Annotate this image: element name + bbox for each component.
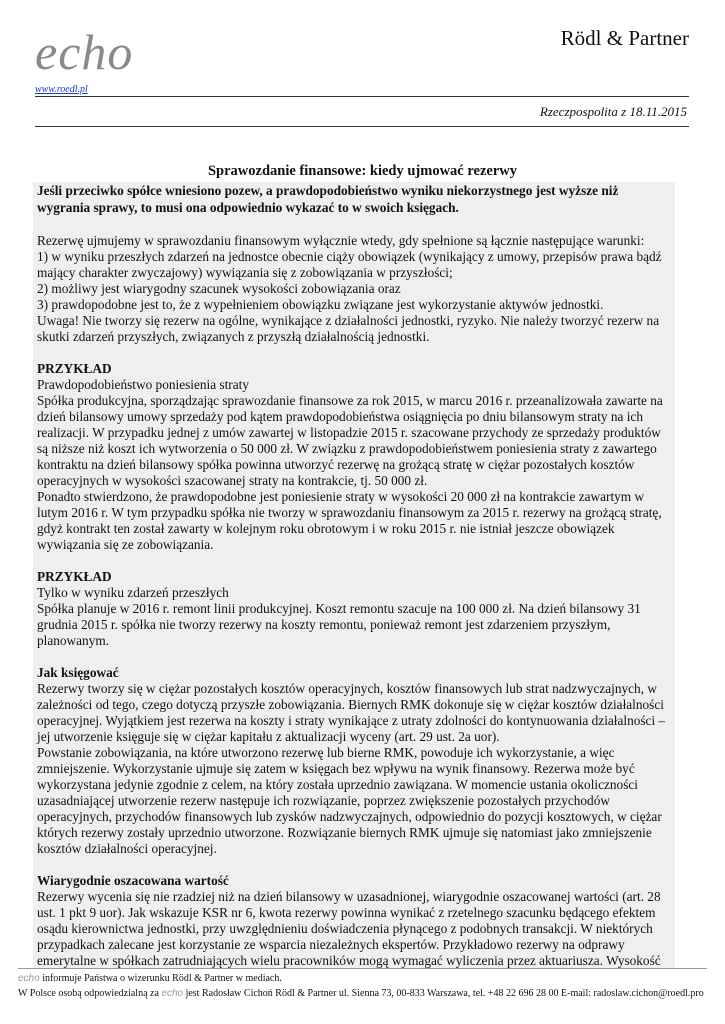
section-heading: Jak księgować: [37, 665, 119, 680]
article-title: Sprawozdanie finansowe: kiedy ujmować rezerwy: [207, 163, 518, 179]
section-paragraph: Spółka planuje w 2016 r. remont linii produkcyjnej. Koszt remontu szacuje na 100 000 zł. Na dzień bilansowy 31 grudnia 2015 r. spółka nie tworzy rezerwy na koszty remontu, ponieważ remont jest zdarzeniem przyszłym, planowanym.: [37, 601, 641, 648]
section-valuation: [37, 873, 671, 968]
section-paragraph: Spółka produkcyjna, sporządzając sprawozdanie finansowe za rok 2015, w marcu 2016 r. przeanalizowała zawarte na dzień bilansowy umowy sprzedaży pod kątem prawdopodobieństwa osiągnięcia po dniu bilansowym straty na ich realizacji. W przypadku jednej z umów zawartej w listopadzie 2015 r. szacowane przychody ze sprzedaży produktów są niższe niż koszt ich wytworzenia o 50 000 zł. W związku z prawdopodobieństwem poniesienia straty z zawartego kontraktu na dzień bilansowy spółka powinna utworzyć rezerwę na grożącą stratę w ciężar pozostałych kosztów operacyjnych w wysokości szacowanej straty na kontrakcie, tj. 50 000 zł.: [37, 393, 663, 488]
footer-text: W Polsce osobą odpowiedzialną za: [18, 988, 162, 999]
intro-note: Uwaga! Nie tworzy się rezerw na ogólne, wynikające z działalności jednostki, ryzyko. Nie należy tworzyć rezerw na skutki zdarzeń przyszłych, związanych z przyszłą działalnością jednostki.: [37, 313, 660, 344]
intro-condition-3: 3) prawdopodobne jest to, że z wypełnieniem obowiązku związane jest wykorzystanie aktywów jednostki.: [37, 297, 604, 312]
section-subtitle: Prawdopodobieństwo poniesienia straty: [37, 377, 249, 392]
source-date: Rzeczpospolita z 18.11.2015: [539, 104, 687, 119]
footer-line-1: [18, 971, 707, 986]
footer: [18, 968, 707, 1001]
intro-block: [37, 233, 671, 345]
section-paragraph: Rezerwy tworzy się w ciężar pozostałych kosztów operacyjnych, kosztów finansowych lub strat nadzwyczajnych, w zależności od tego, czego dotyczą przyszłe zobowiązania. Biernych RMK dokonuje się w ciężar kosztów działalności operacyjnej. Wyjątkiem jest rezerwa na koszty i straty wynikające z utraty zdolności do kontynuowania działalności – jej utworzenie księguje się w ciężar kapitału z aktualizacji wyceny (art. 29 ust. 2a uor).: [37, 681, 666, 744]
website-link[interactable]: www.roedl.pl: [35, 84, 88, 95]
section-example-2: [37, 569, 671, 649]
section-paragraph: Powstanie zobowiązania, na które utworzono rezerwę lub bierne RMK, powoduje ich wykorzystanie, a więc zmniejszenie. Wykorzystanie ujmuje się zatem w księgach bez wpływu na wynik finansowy. Rezerwa może być wykorzystana jedynie zgodnie z celem, na który została uprzednio zawiązana. W momencie ustania okoliczności uzasadniającej utworzenie rezerw następuje ich rozwiązanie, poprzez zwiększenie pozostałych przychodów operacyjnych, przychodów finansowych lub zysków nadzwyczajnych, odpowiednio do pozycji kosztowych, w ciężar których rezerwy zostały uprzednio utworzone. Rozwiązanie biernych RMK ujmuje się natomiast jako zmniejszenie kosztów działalności operacyjnej.: [37, 745, 662, 856]
article-body: [33, 182, 675, 968]
section-subtitle: Tylko w wyniku zdarzeń przeszłych: [37, 585, 229, 600]
intro-condition-1: 1) w wyniku przeszłych zdarzeń na jednostce obecnie ciąży obowiązek (wynikający z umowy, przepisów prawa bądź mający charakter zwyczajowy) wywiązania się z zobowiązania w przyszłości;: [37, 249, 662, 280]
echo-logo: echo: [35, 24, 134, 80]
footer-echo-brand: echo: [161, 988, 184, 999]
section-example-1: [37, 361, 671, 553]
section-heading: PRZYKŁAD: [37, 361, 112, 376]
intro-paragraph: Rezerwę ujmujemy w sprawozdaniu finansowym wyłącznie wtedy, gdy spełnione są łącznie następujące warunki:: [37, 233, 645, 248]
footer-contact: jest Radosław Cichoń Rödl & Partner ul. Sienna 73, 00-833 Warszawa, tel. +48 22 696 28 00 E-mail: radoslaw.cichon@roedl.pro: [183, 988, 704, 999]
footer-divider: [18, 968, 707, 969]
article-lead: Jeśli przeciwko spółce wniesiono pozew, a prawdopodobieństwo wyniku niekorzystnego jest wyższe niż wygrania sprawy, to musi ona odpowiednio wykazać to w swoich księgach.: [37, 183, 619, 215]
brand-logo: Rödl & Partner: [560, 26, 689, 50]
footer-echo-brand: echo: [18, 973, 40, 984]
footer-text: informuje Państwa o wizerunku Rödl & Partner w mediach.: [39, 973, 282, 984]
intro-condition-2: 2) możliwy jest wiarygodny szacunek wysokości zobowiązania oraz: [37, 281, 401, 296]
header-divider-bottom: [35, 126, 689, 127]
section-heading: PRZYKŁAD: [37, 569, 112, 584]
footer-line-2: [18, 986, 707, 1001]
section-paragraph: Ponadto stwierdzono, że prawdopodobne jest poniesienie straty w wysokości 20 000 zł na kontrakcie zawartym w lutym 2016 r. W tym przypadku spółka nie tworzy w sprawozdaniu finansowym za 2015 r. rezerwy na grożącą stratę, gdyż kontrakt ten został zawarty w kolejnym roku obrotowym i w roku 2015 r. nie istniał jeszcze obowiązek wywiązania się ze zobowiązania.: [37, 489, 662, 552]
section-paragraph: Rezerwy wycenia się nie rzadziej niż na dzień bilansowy w uzasadnionej, wiarygodnie oszacowanej wartości (art. 28 ust. 1 pkt 9 uor). Jak wskazuje KSR nr 6, kwota rezerwy powinna wynikać z rzetelnego szacunku będącego efektem osądu kierownictwa jednostki, przy uwzględnieniu doświadczenia płynącego z podobnych transakcji. W niektórych przypadkach zalecane jest korzystanie ze wsparcia niezależnych ekspertów. Przykładowo rezerwy na odprawy emerytalne w spółkach zatrudniających wielu pracowników mogą wymagać wyliczenia przez aktuariusza. Wysokość: [37, 889, 661, 968]
section-accounting: [37, 665, 671, 857]
header-divider: [35, 96, 689, 97]
section-heading: Wiarygodnie oszacowana wartość: [37, 873, 229, 888]
